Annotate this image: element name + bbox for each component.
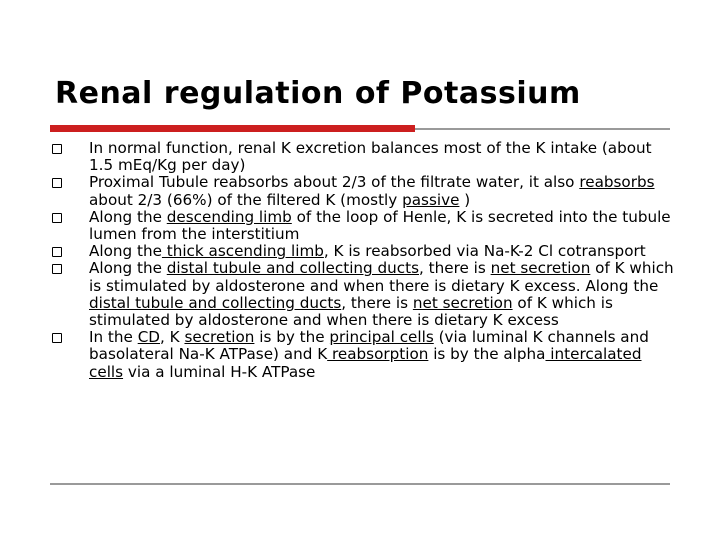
bullet-text: is by the alpha (428, 345, 546, 364)
bullet-item (52, 243, 677, 260)
underlined-term: net secretion (490, 259, 591, 278)
underlined-term: intercalated cells (89, 345, 642, 381)
bullet-text: of K which is stimulated by aldosterone and when there is dietary K excess (89, 293, 613, 330)
hollow-square-bullet-icon (52, 178, 62, 188)
bullet-text: Proximal Tubule reabsorbs about 2/3 of the filtrate water, it also (89, 173, 580, 192)
underlined-term: CD (137, 328, 160, 347)
bullet-list (52, 140, 677, 381)
bullet-text: In the (89, 328, 138, 347)
hollow-square-bullet-icon (52, 144, 62, 154)
title-accent-bar (50, 125, 415, 132)
bullet-text: Along the (89, 242, 162, 261)
underlined-term: secretion (184, 328, 255, 347)
underlined-term: principal cells (329, 328, 434, 347)
hollow-square-bullet-icon (52, 213, 62, 223)
bullet-item (52, 174, 677, 208)
bullet-item (52, 260, 677, 329)
hollow-square-bullet-icon (52, 264, 62, 274)
bullet-text: (via luminal K channels and basolateral Na-K ATPase) and K (89, 328, 649, 364)
underlined-term: distal tubule and collecting ducts (89, 293, 342, 312)
bullet-text: , K is reabsorbed via Na-K-2 Cl cotransport (323, 242, 646, 261)
bullet-text: In normal function, renal K excretion balances most of the K intake (about 1.5 mEq/Kg per day) (89, 139, 652, 175)
bullet-text: via a luminal H-K ATPase (123, 362, 316, 381)
bullet-text: ) (459, 190, 471, 209)
underlined-term: reabsorbs (579, 173, 655, 192)
underlined-term: net secretion (412, 293, 513, 312)
underlined-term: passive (402, 190, 460, 209)
underlined-term: thick ascending limb (161, 242, 324, 261)
bullet-item (52, 209, 677, 243)
bullet-text: Along the (89, 259, 167, 278)
slide-title: Renal regulation of Potassium (55, 76, 581, 111)
underlined-term: descending limb (166, 207, 292, 226)
footer-rule (50, 483, 670, 485)
bullet-text: Along the (89, 207, 167, 226)
bullet-text: is by the (254, 328, 330, 347)
bullet-text: of the loop of Henle, K is secreted into the tubule lumen from the interstitium (89, 207, 671, 244)
bullet-text: , there is (341, 293, 413, 312)
underlined-term: distal tubule and collecting ducts (166, 259, 419, 278)
bullet-text: , there is (419, 259, 491, 278)
bullet-item (52, 140, 677, 174)
hollow-square-bullet-icon (52, 247, 62, 257)
underlined-term: reabsorption (327, 345, 429, 364)
bullet-text: about 2/3 (66%) of the filtered K (mostly (89, 190, 403, 209)
bullet-item (52, 329, 677, 381)
hollow-square-bullet-icon (52, 333, 62, 343)
bullet-text: , K (160, 328, 185, 347)
bullet-text: of K which is stimulated by aldosterone and when there is dietary K excess. Along the (89, 259, 674, 295)
